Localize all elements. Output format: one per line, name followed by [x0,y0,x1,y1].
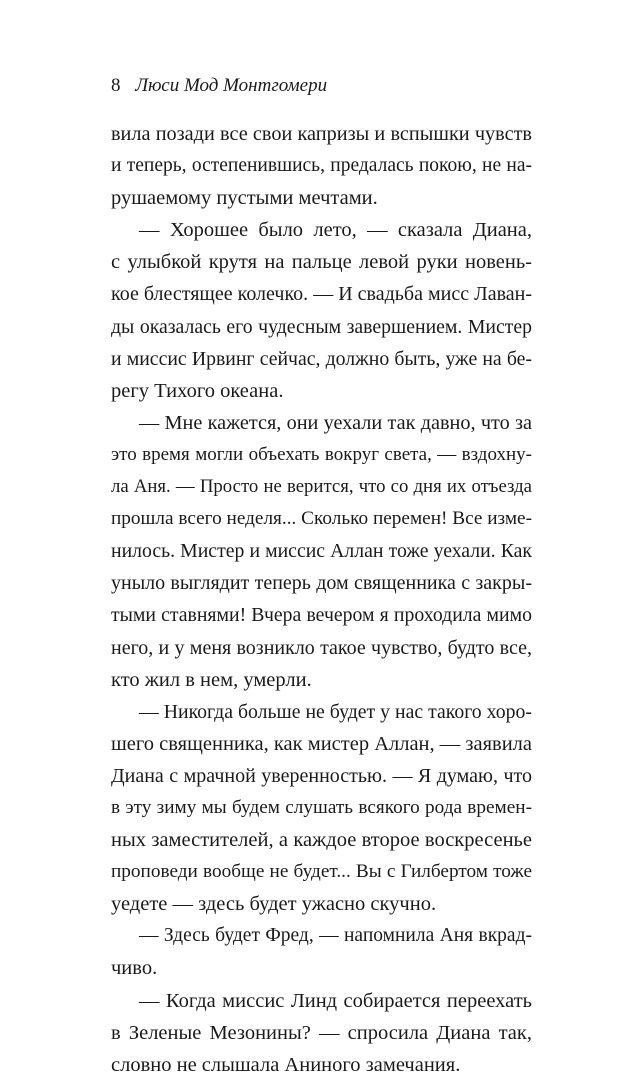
text-line: ных заместителей, а каждое второе воскресенье [111,829,532,852]
text-line: — Никогда больше не будет у нас такого хоро- [139,700,532,723]
text-line: — Когда миссис Линд собирается переехать [139,989,532,1012]
text-line: уныло выглядит теперь дом священника с закры- [111,572,532,595]
text-line: словно не слышала Аниного замечания. [111,1053,461,1076]
text-line: — Здесь будет Фред, — напомнила Аня вкрад- [139,925,532,947]
text-line: — Мне кажется, они уехали так давно, что за [139,411,532,434]
text-line: регу Тихого океана. [111,379,284,402]
text-line: это время могли объехать вокруг света, — вздохну- [111,443,532,465]
text-line: нилось. Мистер и миссис Аллан тоже уехали. Как [111,540,532,563]
text-line: чиво. [111,957,158,980]
text-line: шего священника, как мистер Аллан, — заявила [111,732,533,755]
text-line: и миссис Ирвинг сейчас, должно быть, уже на бе- [111,347,532,370]
running-head [111,74,327,98]
page-number: 8 [111,75,121,96]
text-line: и теперь, остепенившись, предалась покою, не на- [111,155,532,177]
text-line: вила позади все свои капризы и вспышки чувств [111,123,532,145]
book-author: Люси Мод Монтгомери [135,75,328,96]
text-line: ла Аня. — Просто не верится, что со дня их отъезда [111,476,532,498]
text-line: — Хорошее было лето, — сказала Диана, [139,219,532,242]
text-line: кое блестящее колечко. — И свадьба мисс Лаван- [111,283,532,306]
text-line: тыми ставнями! Вчера вечером я проходила мимо [111,604,532,627]
text-line: кто жил в нем, умерли. [111,668,312,691]
text-line: уедете — здесь будет ужасно скучно. [111,893,437,916]
text-line: в эту зиму мы будем слушать всякого рода времен- [111,796,532,818]
text-line: рушаемому пустыми мечтами. [111,187,378,210]
text-line: Диана с мрачной уверенностью. — Я думаю, что [111,764,532,787]
body-text [111,118,532,1081]
text-line: в Зеленые Мезонины? — спросила Диана так, [111,1021,532,1044]
text-line: с улыбкой крутя на пальце левой руки новень- [111,251,532,274]
text-line: ды оказалась его чудесным завершением. Мистер [111,315,532,338]
text-line: прошла всего неделя... Сколько перемен! Все изме- [111,508,532,530]
text-line: него, и у меня возникло такое чувство, будто все, [111,636,532,659]
text-line: проповеди вообще не будет... Вы с Гилбертом тоже [111,861,532,883]
